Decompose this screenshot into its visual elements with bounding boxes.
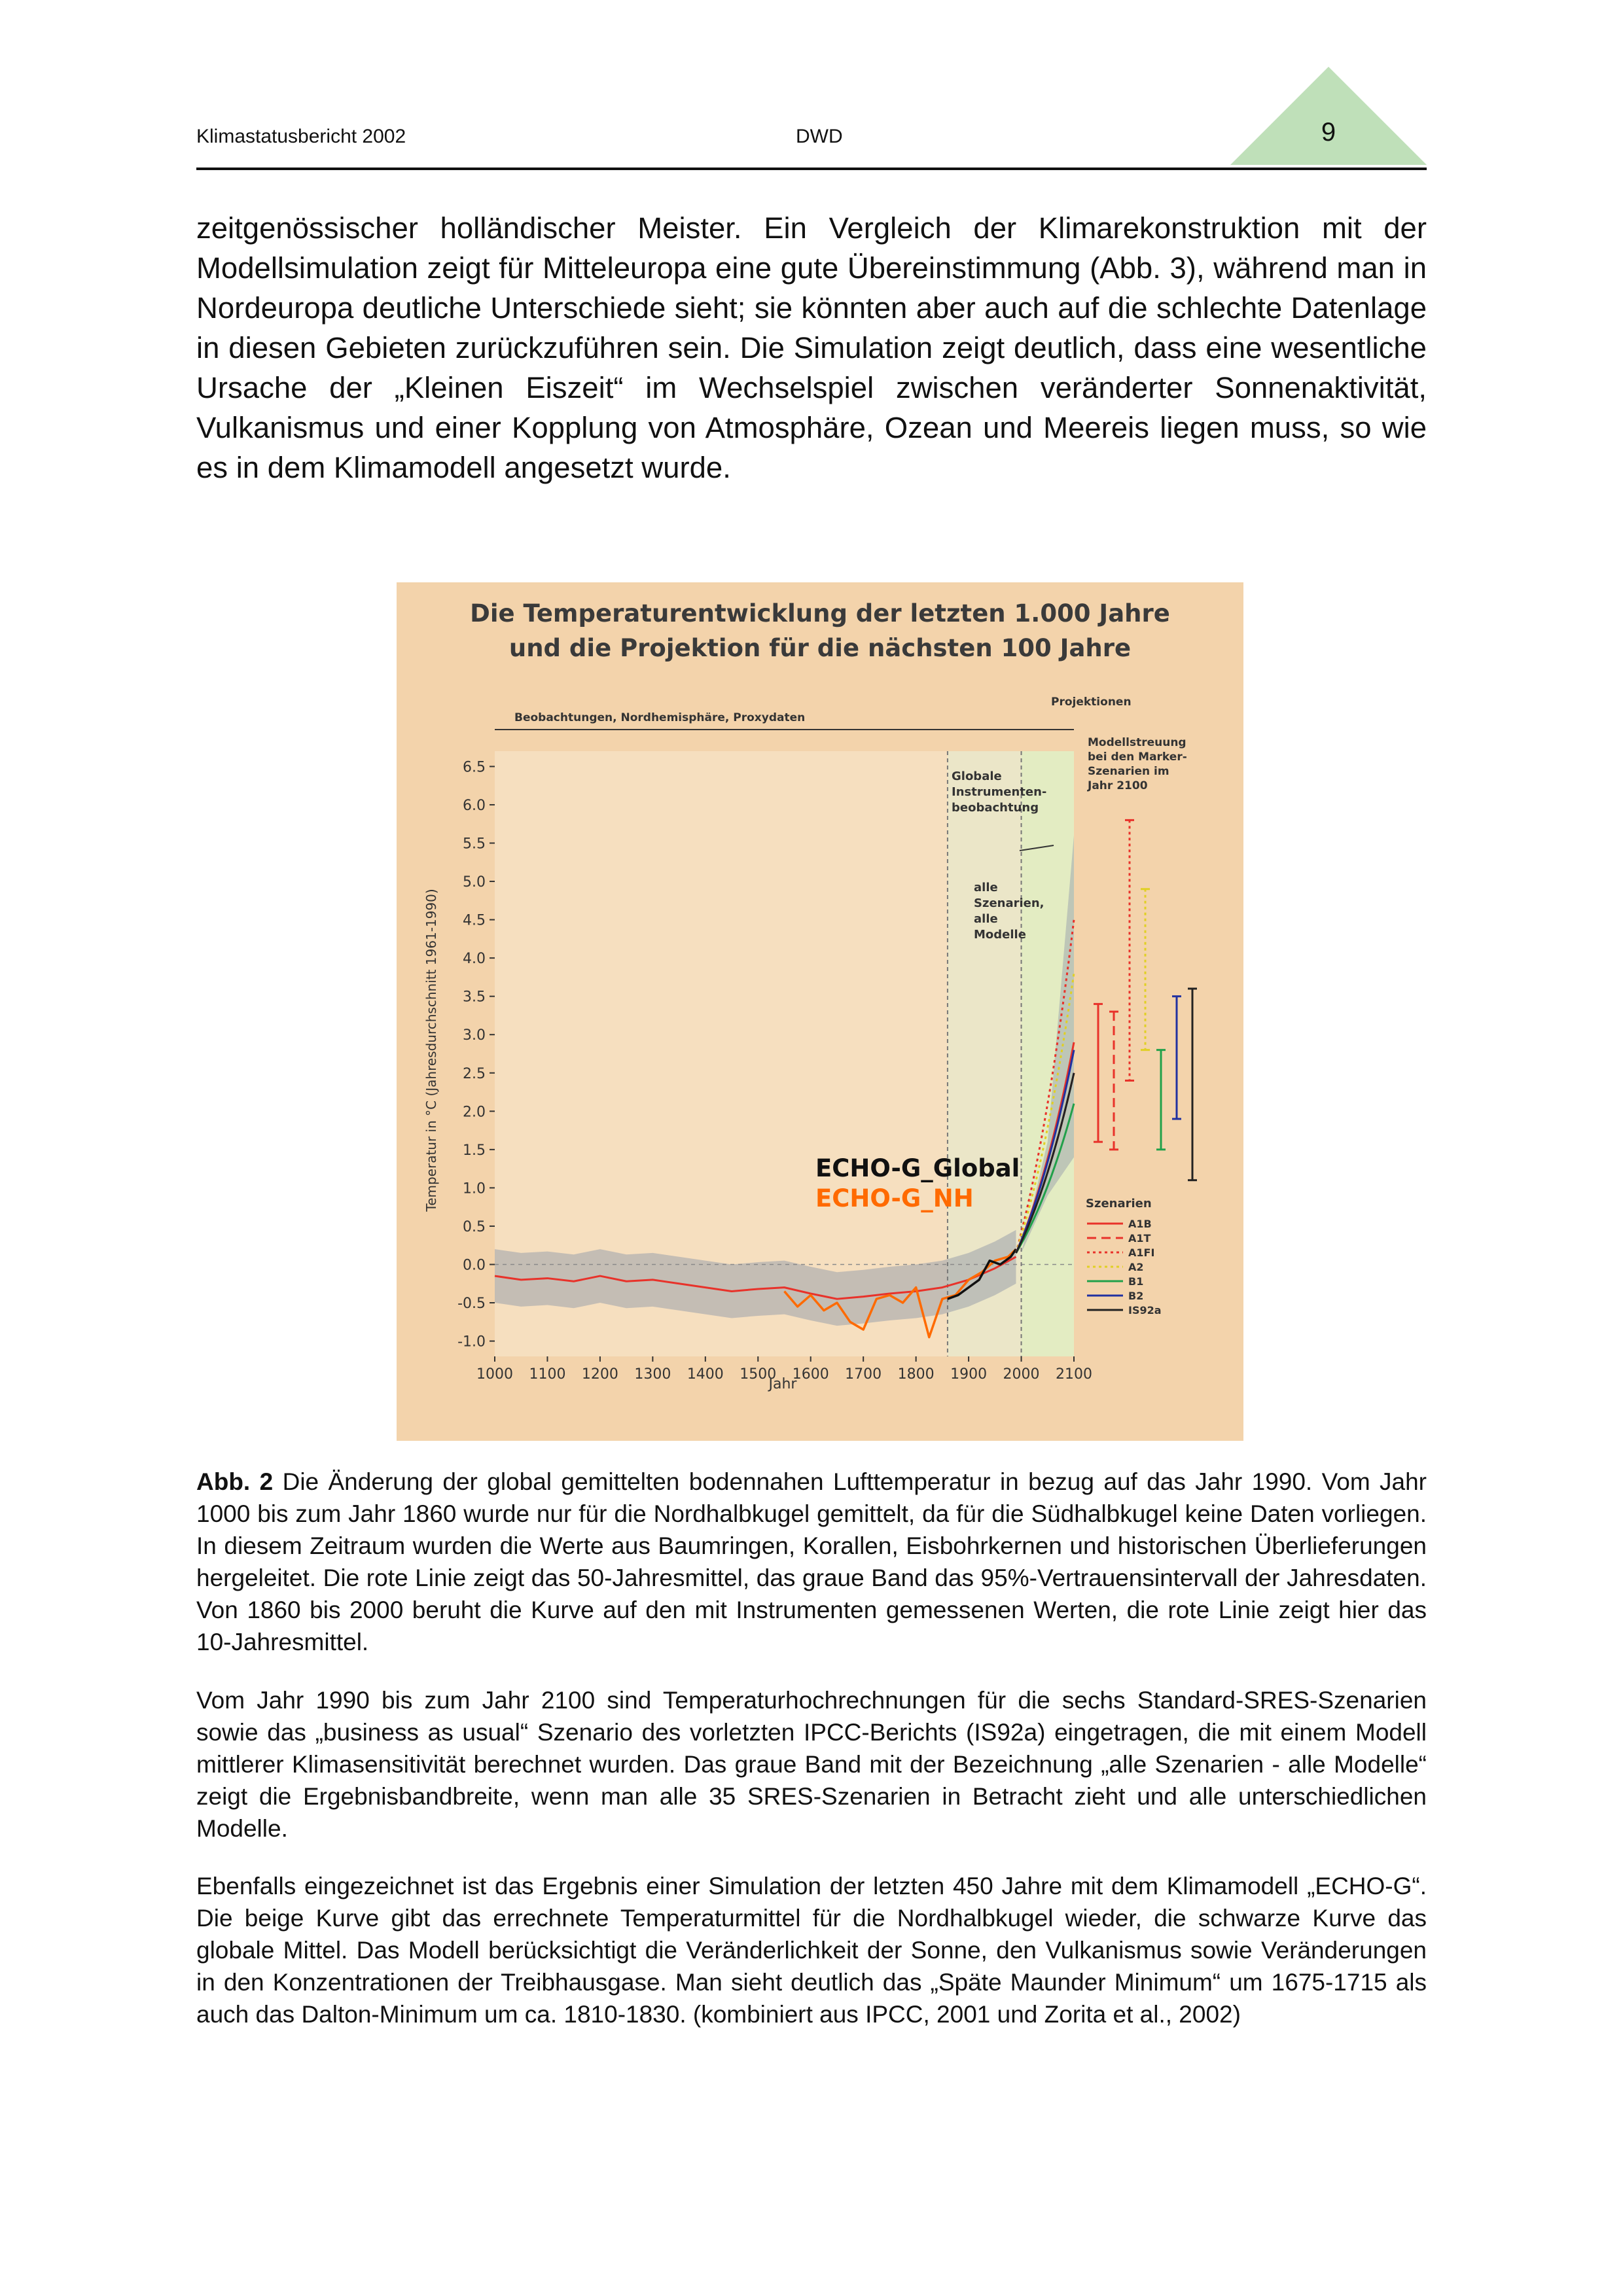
y-tick-label: 4.0 <box>463 951 486 968</box>
x-tick-label: 1700 <box>845 1366 882 1383</box>
global-instrumental-line3: beobachtung <box>952 801 1039 815</box>
x-tick-label: 1800 <box>897 1366 935 1383</box>
x-tick-label: 1600 <box>792 1366 829 1383</box>
legend-label-is92a: IS92a <box>1128 1304 1162 1316</box>
y-tick-label: 1.5 <box>463 1142 486 1159</box>
model-spread-line1: Modellstreuung <box>1088 736 1186 749</box>
x-tick-label: 2000 <box>1003 1366 1040 1383</box>
body-paragraph: zeitgenössischer holländischer Meister. Ein Vergleich der Klimarekonstruktion mit der Modellsimulation zeigt für Mitteleuropa eine gute Übereinstimmung (Abb. 3), während man in Nordeuropa deutliche Unterschiede sieht; sie könnten aber auch auf die schlechte Datenlage in diesen Gebieten zurückzuführen sein. Die Simulation zeigt deutlich, dass eine wesentliche Ursache der „Kleinen Eiszeit“ im Wechselspiel zwischen veränderter Sonnenaktivität, Vulkanismus und einer Kopplung von Atmosphäre, Ozean und Meereis liegen muss, so wie es in dem Klimamodell angesetzt wurde. <box>196 211 1427 484</box>
y-axis-label: Temperatur in °C (Jahresdurchschnitt 1961-1990) <box>423 889 439 1212</box>
all-scenarios-line2: Szenarien, <box>974 896 1044 910</box>
y-tick-label: 6.0 <box>463 797 486 814</box>
model-spread-bars <box>1094 820 1197 1180</box>
y-tick-label: 3.5 <box>463 989 486 1006</box>
legend-label-a1fi: A1FI <box>1128 1246 1155 1259</box>
all-scenarios-line3: alle <box>974 912 998 926</box>
all-scenarios-line1: alle <box>974 881 998 894</box>
page-number-triangle <box>1230 67 1427 165</box>
page-header <box>196 118 1427 170</box>
legend-label-a2: A2 <box>1128 1261 1144 1273</box>
legend-label-b2: B2 <box>1128 1290 1144 1302</box>
x-axis-label: Jahr <box>768 1376 797 1392</box>
global-instrumental-line2: Instrumenten- <box>952 785 1047 799</box>
figure-label: Abb. 2 <box>196 1468 274 1495</box>
y-tick-label: 0.5 <box>463 1218 486 1235</box>
header-rule <box>196 168 1427 170</box>
figure-caption-paragraph-3: Ebenfalls eingezeichnet ist das Ergebnis einer Simulation der letzten 450 Jahre mit dem Klimamodell „ECHO-G“. Die beige Kurve gibt das errechnete Temperaturmittel für die Nordhalbkugel wieder, die schwarze Kurve das globale Mittel. Das Modell berücksichtigt die Veränderlichkeit der Sonne, den Vulkanismus sowie Veränderungen in den Konzentrationen der Treibhausgase. Man sieht deutlich das „Späte Maunder Minimum“ um 1675-1715 als auch das Dalton-Minimum um ca. 1810-1830. (kombiniert aus IPCC, 2001 und Zorita et al., 2002) <box>196 1873 1427 2028</box>
y-tick-label: 3.0 <box>463 1027 486 1044</box>
label-echo-global: ECHO-G_Global <box>815 1154 1020 1182</box>
chart-subtitle: und die Projektion für die nächsten 100 Jahre <box>508 634 1132 662</box>
y-tick-label: 5.5 <box>463 836 486 853</box>
legend-label-a1b: A1B <box>1128 1218 1152 1230</box>
y-tick-label: 2.0 <box>463 1104 486 1121</box>
global-instrumental-line1: Globale <box>952 769 1002 783</box>
model-spread-line2: bei den Marker- <box>1088 751 1187 764</box>
y-tick-label: 5.0 <box>463 874 486 891</box>
annotation-model-spread <box>1087 736 1191 792</box>
annotation-observations: Beobachtungen, Nordhemisphäre, Proxydaten <box>514 711 806 724</box>
page-number: 9 <box>1321 118 1336 147</box>
x-tick-label: 1900 <box>950 1366 988 1383</box>
chart-svg <box>397 582 1243 1441</box>
x-tick-label: 1000 <box>476 1366 513 1383</box>
all-scenarios-line4: Modelle <box>974 928 1026 942</box>
model-spread-line3: Szenarien im <box>1088 765 1169 778</box>
annotation-projections: Projektionen <box>1051 696 1132 709</box>
x-tick-label: 1200 <box>581 1366 618 1383</box>
x-tick-label: 1300 <box>634 1366 671 1383</box>
y-axis-ticks <box>457 759 495 1350</box>
caption-text-1: Die Änderung der global gemittelten bodennahen Lufttemperatur in bezug auf das Jahr 1990. Vom Jahr 1000 bis zum Jahr 1860 wurde nur für die Nordhalbkugel gemittelt, da für die Südhalbkugel keine Daten vorliegen. In diesem Zeitraum wurden die Werte aus Baumringen, Korallen, Eisbohrkernen und historischen Überlieferungen hergeleitet. Die rote Linie zeigt das 50-Jahresmittel, das graue Band das 95%-Vertrauensintervall der Jahresdaten. Von 1860 bis 2000 beruht die Kurve auf den mit Instrumenten gemessenen Werten, die rote Linie zeigt hier das 10-Jahresmittel. <box>196 1468 1427 1655</box>
scenario-legend <box>1087 1218 1162 1316</box>
x-tick-label: 1100 <box>529 1366 566 1383</box>
y-tick-label: 2.5 <box>463 1065 486 1082</box>
figure-temperature-chart <box>397 582 1243 1441</box>
legend-label-a1t: A1T <box>1128 1232 1151 1245</box>
y-tick-label: -0.5 <box>457 1296 486 1313</box>
legend-label-b1: B1 <box>1128 1275 1144 1288</box>
x-tick-label: 2100 <box>1056 1366 1092 1383</box>
chart-title: Die Temperaturentwicklung der letzten 1.000 Jahre <box>470 599 1170 627</box>
x-tick-label: 1500 <box>740 1366 777 1383</box>
model-spread-line4: Jahr 2100 <box>1088 779 1148 792</box>
y-tick-label: 4.5 <box>463 912 486 929</box>
x-tick-label: 1400 <box>687 1366 724 1383</box>
scenarios-title: Szenarien <box>1086 1197 1152 1210</box>
header-publisher: DWD <box>796 126 843 147</box>
figure-caption-paragraph-1 <box>196 1466 1427 1658</box>
y-tick-label: 1.0 <box>463 1180 486 1197</box>
label-echo-nh: ECHO-G_NH <box>815 1184 974 1212</box>
y-tick-label: 6.5 <box>463 759 486 776</box>
figure-caption-paragraph-2: Vom Jahr 1990 bis zum Jahr 2100 sind Temperaturhochrechnungen für die sechs Standard-SRES-Szenarien sowie das „business as usual“ Szenario des vorletzten IPCC-Berichts (IS92a) eingetragen, die mit einem Modell mittlerer Klimasensitivität berechnet wurden. Das graue Band mit der Bezeichnung „alle Szenarien - alle Modelle“ zeigt die Ergebnisbandbreite, wenn man alle 35 SRES-Szenarien in Betracht zieht und alle unterschiedlichen Modelle. <box>196 1687 1427 1842</box>
header-report-title: Klimastatusbericht 2002 <box>196 126 406 147</box>
y-tick-label: -1.0 <box>457 1333 486 1351</box>
y-tick-label: 0.0 <box>463 1257 486 1274</box>
